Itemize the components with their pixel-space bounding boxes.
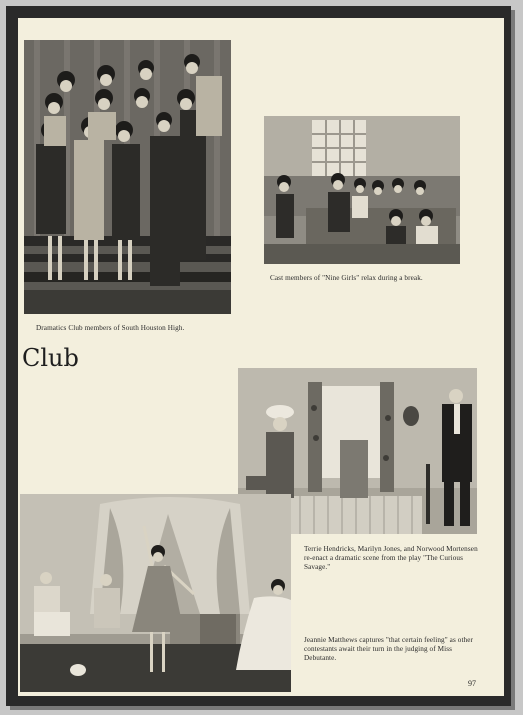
nine-girls-photo xyxy=(264,116,460,264)
section-title: Club xyxy=(22,344,79,372)
page-number: 97 xyxy=(468,679,476,688)
dancer-photo-icon xyxy=(20,494,291,692)
curious-savage-caption: Terrie Hendricks, Marilyn Jones, and Norwood Mortensen re-enact a dramatic scene from the play "The Curious Savage." xyxy=(304,545,478,571)
miss-debutante-photo xyxy=(20,494,291,692)
group-photo-icon xyxy=(24,40,231,314)
nine-girls-caption: Cast members of "Nine Girls" relax during a break. xyxy=(270,274,423,282)
yearbook-page xyxy=(18,18,504,696)
dramatics-club-photo xyxy=(24,40,231,314)
miss-debutante-caption: Jeannie Matthews captures "that certain feeling" as other contestants await their turn in the judging of Miss Debutante. xyxy=(304,636,474,662)
dramatics-club-caption: Dramatics Club members of South Houston High. xyxy=(36,324,185,332)
cast-photo-icon xyxy=(264,116,460,264)
